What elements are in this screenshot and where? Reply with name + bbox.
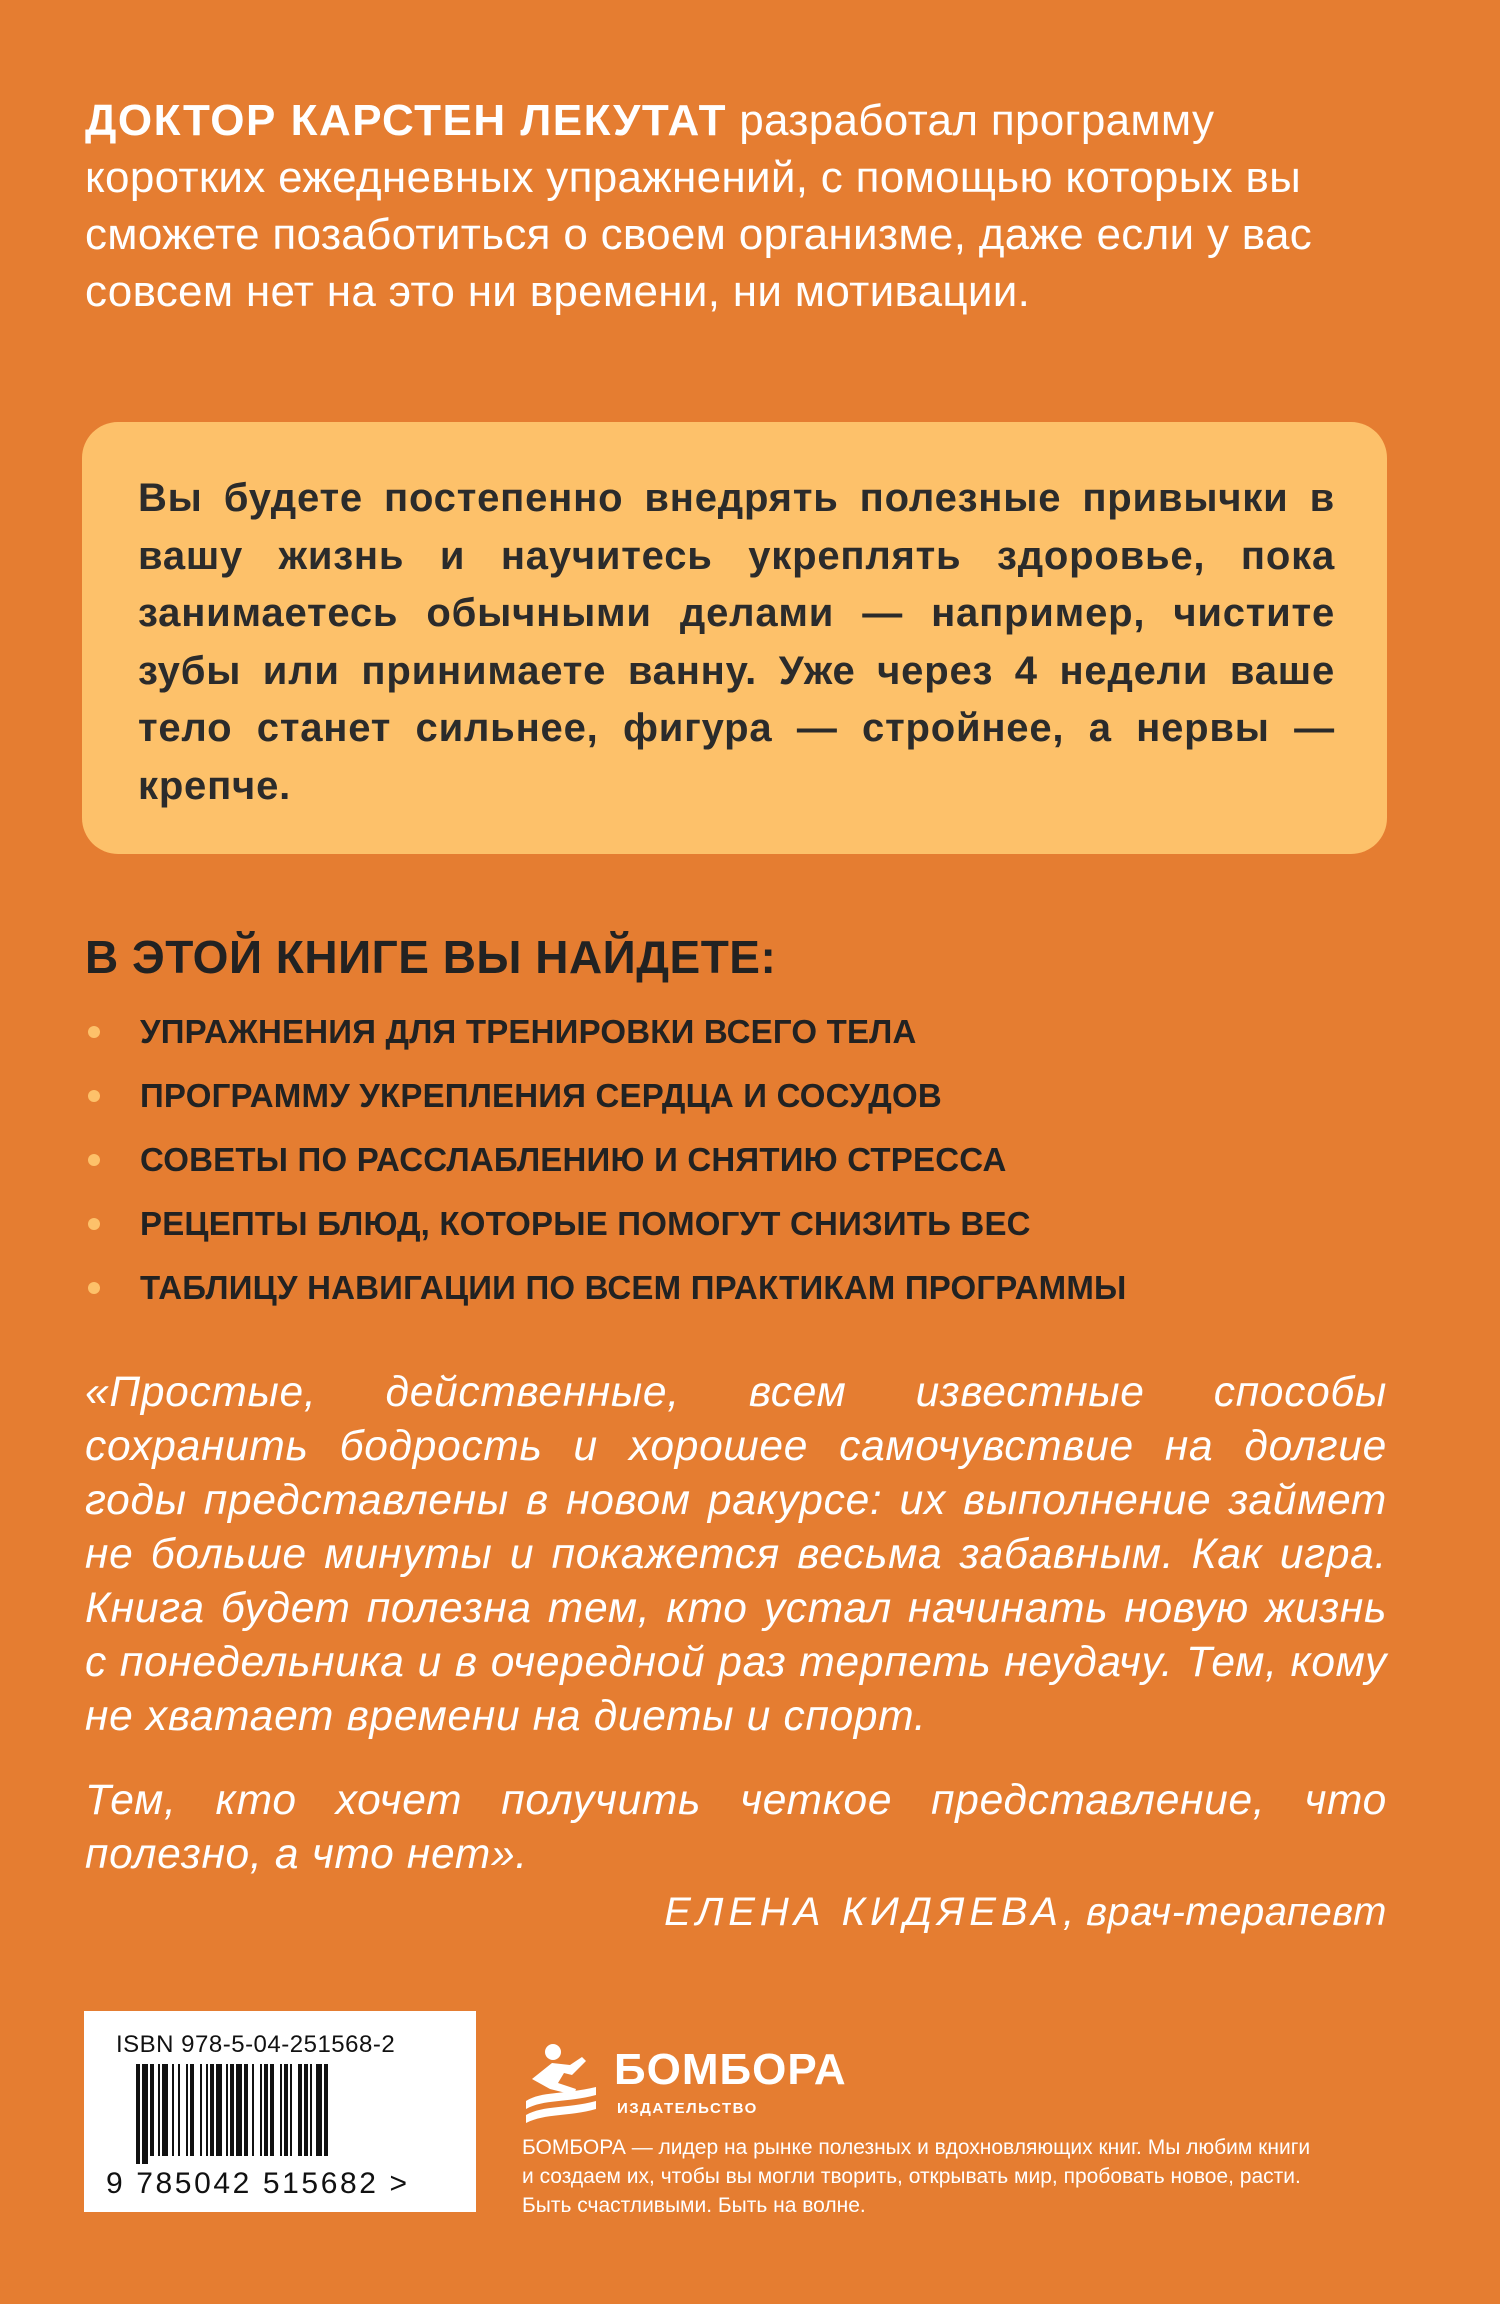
bullet-icon: [88, 1218, 100, 1230]
barcode-bar: [298, 2064, 302, 2156]
barcode-bar: [206, 2064, 208, 2156]
barcode-bar: [270, 2064, 274, 2156]
barcode-bar: [158, 2064, 160, 2156]
barcode-bar: [304, 2064, 308, 2156]
quote-paragraph: «Простые, действенные, всем известные способы сохранить бодрость и хорошее самочувствие на долгие годы представлены в новом ракурсе: их выполнение займет не больше минуты и покажется весьма забавным. Как игра. Книга будет полезна тем, кто устал начинать новую жизнь с понедельника и в очередной раз терпеть неудачу. Тем, кому не хватает времени на диеты и спорт.: [85, 1369, 1387, 1740]
list-item: [85, 1000, 1127, 1064]
barcode-bar: [216, 2064, 222, 2156]
barcode-bar: [150, 2064, 154, 2156]
barcode-bar: [316, 2064, 322, 2156]
barcode-bar: [172, 2064, 174, 2156]
barcode-bar: [200, 2064, 202, 2156]
barcode-icon: [136, 2064, 426, 2164]
publisher-blurb: БОМБОРА — лидер на рынке полезных и вдохновляющих книг. Мы любим книги и создаем их, чтобы вы могли творить, открывать мир, пробовать новое, расти. Быть счастливыми. Быть на волне.: [522, 2136, 1311, 2217]
bullet-icon: [88, 1282, 100, 1294]
quote-author-name: ЕЛЕНА КИДЯЕВА: [664, 1890, 1063, 1934]
barcode-bar: [236, 2064, 242, 2156]
barcode-block: [84, 2011, 476, 2212]
barcode-bar: [264, 2064, 268, 2156]
quote-paragraph: Тем, кто хочет получить четкое представление, что полезно, а что нет».: [85, 1777, 1387, 1878]
highlight-box: [82, 422, 1387, 854]
list-item: [85, 1192, 1127, 1256]
barcode-bar: [280, 2064, 282, 2156]
barcode-bar: [136, 2064, 140, 2164]
barcode-bar: [310, 2064, 312, 2156]
barcode-bar: [178, 2064, 180, 2156]
bullet-icon: [88, 1154, 100, 1166]
contents-heading: В ЭТОЙ КНИГЕ ВЫ НАЙДЕТЕ:: [85, 931, 777, 983]
review-quote: [85, 1366, 1387, 1882]
barcode-bar: [162, 2064, 168, 2156]
contents-list: [85, 1000, 1127, 1320]
list-item-label: ТАБЛИЦУ НАВИГАЦИИ ПО ВСЕМ ПРАКТИКАМ ПРОГРАММЫ: [140, 1269, 1127, 1306]
barcode-bar: [284, 2064, 288, 2156]
barcode-bar: [230, 2064, 234, 2156]
barcode-bar: [226, 2064, 228, 2156]
barcode-bar: [260, 2064, 262, 2156]
barcode-bar: [324, 2064, 328, 2156]
publisher-name: БОМБОРА: [614, 2045, 847, 2094]
isbn-digits: 9 785042 515682 >: [106, 2167, 410, 2200]
barcode-bar: [190, 2064, 194, 2156]
quote-author-role: , врач-терапевт: [1062, 1890, 1387, 1934]
list-item-label: УПРАЖНЕНИЯ ДЛЯ ТРЕНИРОВКИ ВСЕГО ТЕЛА: [140, 1013, 917, 1050]
list-item-label: РЕЦЕПТЫ БЛЮД, КОТОРЫЕ ПОМОГУТ СНИЗИТЬ ВЕС: [140, 1205, 1031, 1242]
list-item: [85, 1256, 1127, 1320]
author-name: ДОКТОР КАРСТЕН ЛЕКУТАТ: [85, 96, 727, 145]
barcode-bar: [244, 2064, 248, 2156]
isbn-label: ISBN 978-5-04-251568-2: [116, 2031, 396, 2058]
barcode-bar: [290, 2064, 292, 2156]
highlight-text: Вы будете постепенно внедрять полезные привычки в вашу жизнь и научитесь укреплять здоровье, пока занимаетесь обычными делами — например, чистите зубы или принимаете ванну. Уже через 4 недели ваше тело станет сильнее, фигура — стройнее, а нервы — крепче.: [138, 476, 1335, 808]
bullet-icon: [88, 1090, 100, 1102]
list-item-label: ПРОГРАММУ УКРЕПЛЕНИЯ СЕРДЦА И СОСУДОВ: [140, 1077, 942, 1114]
publisher-subtitle: ИЗДАТЕЛЬСТВО: [617, 2100, 758, 2117]
intro-paragraph: [85, 92, 1350, 320]
barcode-bar: [142, 2064, 148, 2164]
quote-attribution: [664, 1890, 1387, 1935]
list-item: [85, 1128, 1127, 1192]
barcode-bar: [252, 2064, 254, 2156]
list-item-label: СОВЕТЫ ПО РАССЛАБЛЕНИЮ И СНЯТИЮ СТРЕССА: [140, 1141, 1007, 1178]
barcode-bar: [186, 2064, 188, 2156]
bullet-icon: [88, 1026, 100, 1038]
barcode-bar: [210, 2064, 214, 2156]
list-item: [85, 1064, 1127, 1128]
intro-text: разработал программу коротких ежедневных упражнений, с помощью которых вы сможете позаботиться о своем организме, даже если у вас совсем нет на это ни времени, ни мотивации.: [85, 96, 1313, 316]
publisher-logo-icon: [522, 2043, 600, 2123]
